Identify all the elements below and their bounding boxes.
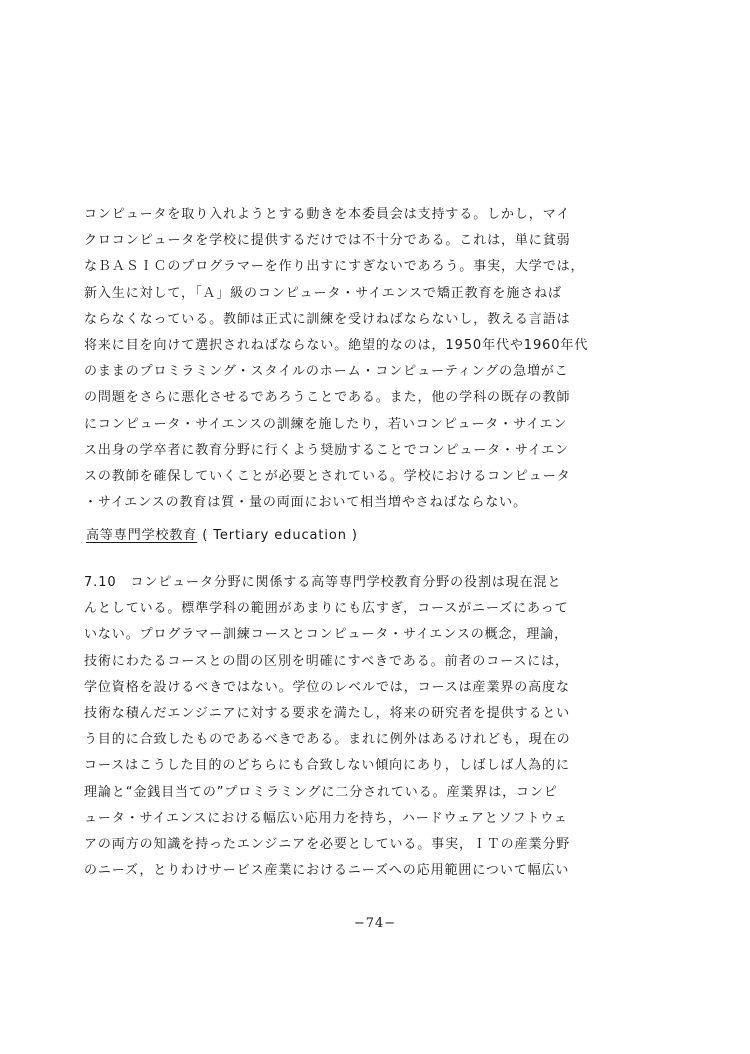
text-line: クロコンピュータを学校に提供するだけでは不十分である。これは，単に貧弱 (84, 233, 571, 249)
text-line: スの教師を確保していくことが必要とされている。学校におけるコンピュータ (84, 468, 571, 484)
text-line: ならなくなっている。教師は正式に訓練を受けねばならないし，教える言語は (84, 311, 571, 327)
text-line: 理論と“金銭目当ての”プロミラミングに二分されている。産業界は，コンピ (84, 784, 558, 800)
text-line: のままのプロミラミング・スタイルのホーム・コンピューティングの急増がこ (84, 364, 569, 380)
text-line: なＢＡＳＩＣのプログラマーを作り出すにすぎないであろう。事実，大学では， (84, 259, 585, 275)
section-heading-en: ( Tertiary education ) (202, 528, 358, 543)
text-line: ュータ・サイエンスにおける幅広い応用力を持ち，ハードウェアとソフトウェ (84, 810, 568, 826)
text-line: 7.10 コンピュータ分野に関係する高等専門学校教育分野の役割は現在混と (84, 575, 562, 590)
text-line: の問題をさらに悪化させるであろうことである。また，他の学科の既存の教師 (84, 390, 571, 406)
paragraph-2 (84, 570, 604, 884)
section-heading (86, 524, 358, 543)
text-line: にコンピュータ・サイエンスの訓練を施したり，若いコンピュータ・サイエン (84, 416, 568, 432)
text-line: コースはこうした目的のどちらにも合致しない傾向にあり，しばしば人為的に (84, 758, 570, 774)
text-line: 学位資格を設けるべきではない。学位のレベルでは，コースは産業界の高度な (84, 679, 570, 695)
paragraph-1 (84, 202, 604, 516)
text-line: 新入生に対して，「Ａ」級のコンピュータ・サイエンスで矯正教育を施さねば (84, 285, 562, 301)
text-line: ・サイエンスの教育は質・量の両面において相当増やさねばならない。 (84, 495, 527, 511)
text-line: のニーズ，とりわけサービス産業におけるニーズへの応用範囲について幅広い (84, 863, 570, 879)
text-line: 技術な積んだエンジニアに対する要求を満たし，将来の研究者を提供するとい (84, 705, 571, 721)
text-line: 将来に目を向けて選択されねばならない。絶望的なのは，1950年代や1960年代 (84, 337, 589, 353)
text-line: んとしている。標準学科の範囲があまりにも広すぎ，コースがニーズにあって (84, 601, 569, 617)
text-line: コンピュータを取り入れようとする動きを本委員会は支持する。しかし，マイ (84, 207, 571, 222)
text-line: ス出身の学卒者に教育分野に行くよう奨励することでコンピュータ・サイエン (84, 442, 570, 458)
text-line: いない。プログラマー訓練コースとコンピュータ・サイエンスの概念，理論， (84, 627, 569, 643)
text-line: う目的に合致したものであるべきである。まれに例外はあるけれども，現在の (84, 732, 571, 748)
section-heading-jp: 高等専門学校教育 (86, 528, 198, 543)
page-number: −74− (353, 916, 397, 931)
text-line: アの両方の知識を持ったエンジニアを必要としている。事実，ＩＴの産業分野 (84, 836, 571, 852)
text-line: 技術にわたるコースとの間の区別を明確にすべきである。前者のコースには， (84, 653, 569, 669)
